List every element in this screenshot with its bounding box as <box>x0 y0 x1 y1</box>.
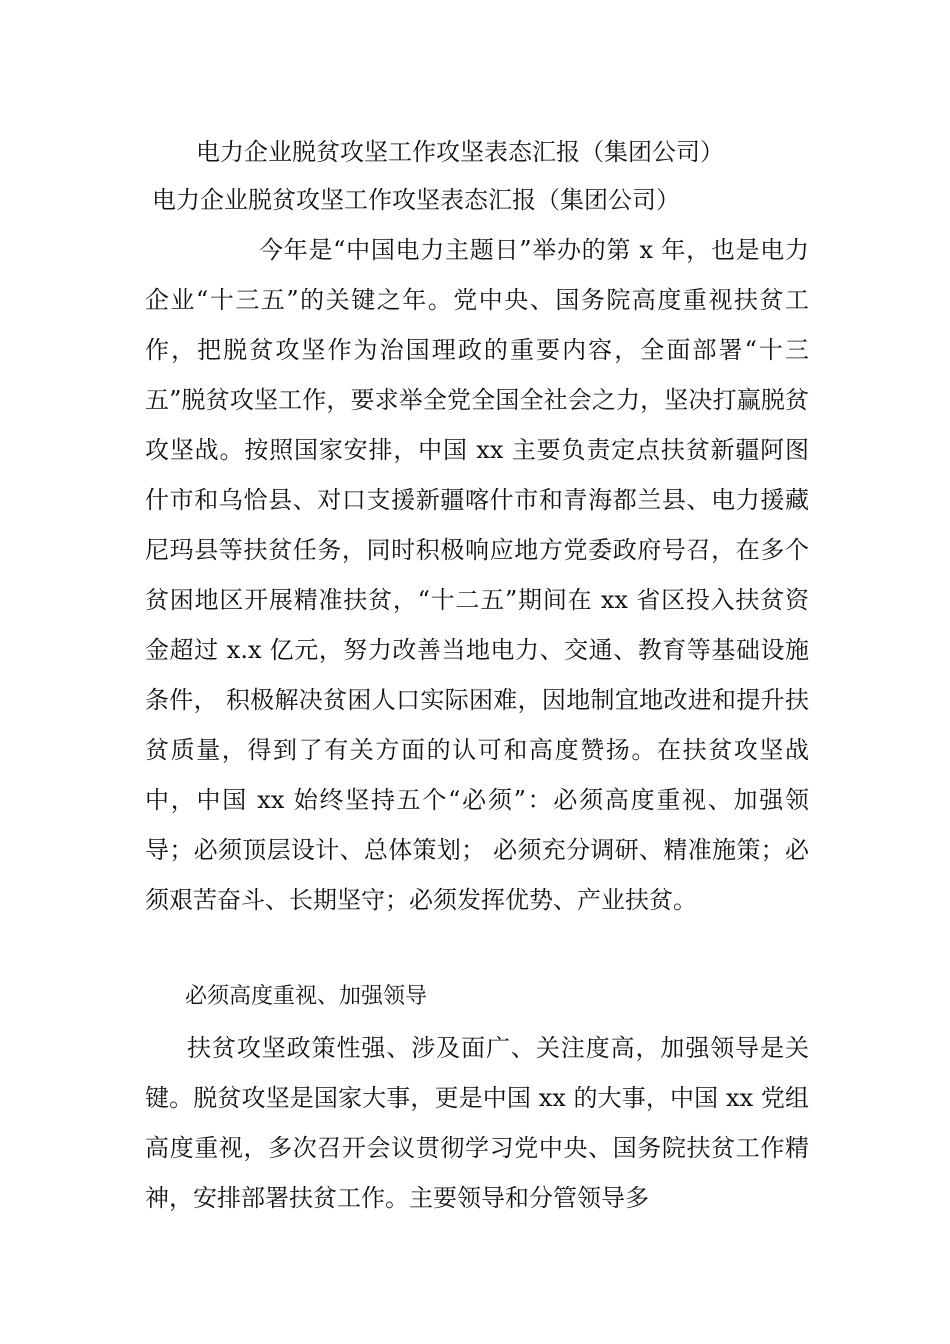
body-paragraph-intro: 今年是“中国电力主题日”举办的第 x 年，也是电力企业“十三五”的关键之年。党中央、国务院高度重视扶贫工作，把脱贫攻坚作为治国理政的重要内容，全面部署“十三五”脱贫攻坚工作，要求举全党全国全社会之力，坚决打赢脱贫攻坚战。按照国家安排，中国 xx 主要负责定点扶贫新疆阿图什市和乌恰县、对口支援新疆喀什市和青海都兰县、电力援藏尼玛县等扶贫任务，同时积极响应地方党委政府号召，在多个贫困地区开展精准扶贫，“十二五”期间在 xx 省区投入扶贫资金超过 x.x 亿元，努力改善当地电力、交通、教育等基础设施条件， 积极解决贫困人口实际困难，因地制宜地改进和提升扶贫质量，得到了有关方面的认可和高度赞扬。在扶贫攻坚战中，中国 xx 始终坚持五个“必须”：必须高度重视、加强领导；必须顶层设计、总体策划； 必须充分调研、精准施策；必须艰苦奋斗、长期坚守；必须发挥优势、产业扶贫。 <box>145 236 809 914</box>
document-title: 电力企业脱贫攻坚工作攻坚表态汇报（集团公司） <box>196 138 724 166</box>
body-paragraph-leadership: 扶贫攻坚政策性强、涉及面广、关注度高，加强领导是关键。脱贫攻坚是国家大事，更是中国 xx 的大事，中国 xx 党组高度重视，多次召开会议贯彻学习党中央、国务院扶贫工作精神，安排部署扶贫工作。主要领导和分管领导多 <box>145 1034 809 1212</box>
document-subtitle: 电力企业脱贫攻坚工作攻坚表态汇报（集团公司） <box>152 186 680 214</box>
section-heading: 必须高度重视、加强领导 <box>185 984 428 1009</box>
